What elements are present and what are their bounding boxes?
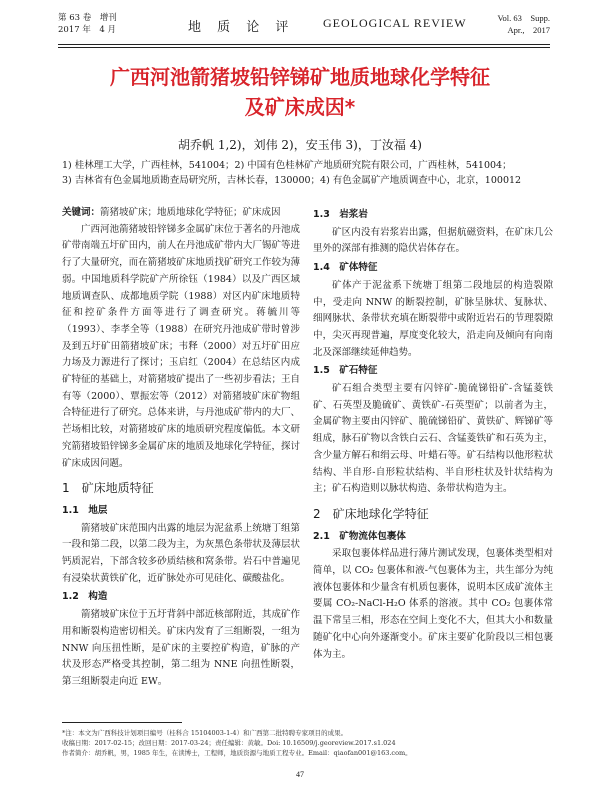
header-volume-cn bbox=[58, 12, 117, 36]
author-list: 胡乔帆 1,2)，刘伟 2)，安玉伟 3)，丁汝福 4) bbox=[178, 138, 422, 152]
paper-title bbox=[40, 62, 560, 122]
keywords bbox=[62, 205, 300, 222]
section-1-heading: 1 矿床地质特征 bbox=[62, 481, 154, 496]
section-2-1-text: 采取包裹体样品进行薄片测试发现，包裹体类型相对简单，以 CO₂ 包裹体和液-气包裹体为主，共生部分为纯液体包裹体和少量含有机质包裹体，说明本区成矿流体主要属 CO₂-NaCl-H₂O 体系的溶液。其中 CO₂ 包裹体常温下常呈三相，形态在空间上变化不大，但其大小和数量随矿化中心向外逐渐变小。矿床主要矿化阶段以三相包裹体为主。 bbox=[313, 548, 553, 660]
footnote-rule bbox=[62, 722, 182, 723]
section-1-3-heading: 1.3 岩浆岩 bbox=[313, 209, 368, 220]
date-en: Apr., 2017 bbox=[507, 25, 550, 35]
volume-en: Vol. 63 Supp. bbox=[497, 13, 550, 23]
affiliation-line-2: 3) 吉林省有色金属地质勘查局研究所，吉林长春，130000；4) 有色金属矿产地质调查中心，北京，100012 bbox=[62, 175, 522, 186]
journal-name-en: GEOLOGICAL REVIEW bbox=[323, 16, 467, 30]
section-1-2-heading: 1.2 构造 bbox=[62, 591, 108, 603]
header-volume-en bbox=[497, 12, 550, 36]
section-1-4-text: 矿体产于泥盆系下统塘丁组第二段地层的构造裂隙中，受走向 NNW 的断裂控制，矿脉呈脉状、复脉状、细网脉状、条带状充填在断裂带中或附近岩石的节理裂隙中，尖灭再现普遍，厚度变化较大，沿走向及倾向有向南北及深部继续延伸趋势。 bbox=[313, 279, 553, 358]
footnote-author-bio: 作者简介：胡乔帆，男，1985 年生，在读博士，工程师，地质资源与地质工程专业。Email：qiaofan001@163.com。 bbox=[62, 749, 412, 757]
section-1-5-text: 矿石组合类型主要有闪锌矿-脆硫锑铅矿-含锰菱铁矿、石英型及脆硫矿、黄铁矿-石英型矿；以前者为主，金属矿物主要由闪锌矿、脆硫锑铅矿、黄铁矿、辉锑矿等组成，脉石矿物以含铁白云石、含锰菱铁矿和石英为主，含少量方解石和绢云母、叶蜡石等。矿石结构以他形粒状结构、半自形-自形粒状结构、半自形柱状及针状结构为主；矿石构造则以脉状构造、条带状构造为主。 bbox=[313, 383, 553, 495]
section-1-4-heading: 1.4 矿体特征 bbox=[313, 262, 378, 274]
affiliations bbox=[62, 158, 550, 188]
page-number: 47 bbox=[296, 770, 304, 779]
section-1-3-text: 矿区内没有岩浆岩出露，但据航磁资料，在矿床几公里外的深部有推测的隐伏岩体存在。 bbox=[313, 226, 553, 255]
right-column bbox=[313, 205, 553, 663]
footnote-funding: *注：本文为广西科技计划项目编号（桂科合 15104003-1-4）和广西第二批特聘专家项目的成果。 bbox=[62, 729, 348, 737]
section-2-heading: 2 矿床地球化学特征 bbox=[313, 506, 429, 521]
date-cn: 2017 年 4 月 bbox=[58, 25, 116, 35]
title-line-2: 及矿床成因* bbox=[244, 95, 356, 119]
running-header bbox=[58, 10, 550, 46]
section-1-2-text: 箭猪坡矿床位于五圩背斜中部近核部附近，其成矿作用和断裂构造密切相关。矿床内发育了三组断裂，一组为 NNW 向压扭性断，是矿床的主要控矿构造，矿脉的产状及形态严格受其控制，第二组为 NNE 向扭性断裂，第三组断裂走向近 EW。 bbox=[62, 609, 300, 687]
footnote bbox=[62, 728, 552, 758]
intro-paragraph: 广西河池箭猪坡铅锌锑多金属矿床位于著名的丹池成矿带南端五圩矿田内，前人在丹池成矿带内大厂锡矿等进行了大量研究，而在箭猪坡矿床地质找矿研究工作较为薄弱。中国地质科学院矿产所徐钰（1984）以及广西区域地质调查队、成都地质学院（1988）对区内矿床地质特征和控矿条件方面等进行了调查研究。蒋毓川等（1993）、李孝全等（1988）在研究丹池成矿带时曾涉及到五圩矿田箭猪坡矿床；韦释（2000）对五圩矿田应力场及力源进行了探讨；玉启红（2004）在总结区内成矿特征的基础上，对箭猪坡矿提出了一些初步看法；王自有等（2000）、覃振宏等（2012）对箭猪坡矿床矿物组合特征进行了研究。总体来讲，与丹池成矿带内的大厂、芒场相比较，对箭猪坡矿床的地质研究程度偏低。本文研究箭猪坡铅锌锑多金属矿床的地质及地球化学特征，探讨矿床成因问题。 bbox=[62, 223, 300, 469]
section-1-5-heading: 1.5 矿石特征 bbox=[313, 365, 378, 377]
header-rule-thin bbox=[58, 47, 550, 48]
left-column bbox=[62, 205, 300, 691]
affiliation-line-1: 1) 桂林理工大学，广西桂林，541004；2) 中国有色桂林矿产地质研究院有限公司，广西桂林，541004； bbox=[62, 160, 512, 171]
section-2-1-heading: 2.1 矿物流体包裹体 bbox=[313, 530, 406, 542]
footnote-dates: 收稿日期：2017-02-15；改回日期：2017-03-24；责任编辑：黄敏。Doi: 10.16509/j.georeview.2017.s1.024 bbox=[62, 739, 396, 747]
keywords-text: 箭猪坡矿床；地质地球化学特征；矿床成因 bbox=[100, 207, 281, 218]
section-1-1-heading: 1.1 地层 bbox=[62, 504, 108, 516]
title-line-1: 广西河池箭猪坡铅锌锑矿地质地球化学特征 bbox=[110, 65, 490, 89]
volume-cn: 第 63 卷 增刊 bbox=[58, 13, 117, 23]
header-rule bbox=[58, 44, 550, 45]
section-1-1-text: 箭猪坡矿床范围内出露的地层为泥盆系上统塘丁组第一段和第二段，以第二段为主，为灰黑色条带状及薄层状钙质泥岩，下部含较多砂质结核和窝条带。岩石中普遍见有浸染状黄铁矿化，近矿脉处亦可见硅化、碳酸盐化。 bbox=[62, 522, 300, 584]
keywords-label: 关键词： bbox=[62, 207, 101, 218]
journal-name-cn: 地 质 论 评 bbox=[188, 20, 295, 35]
